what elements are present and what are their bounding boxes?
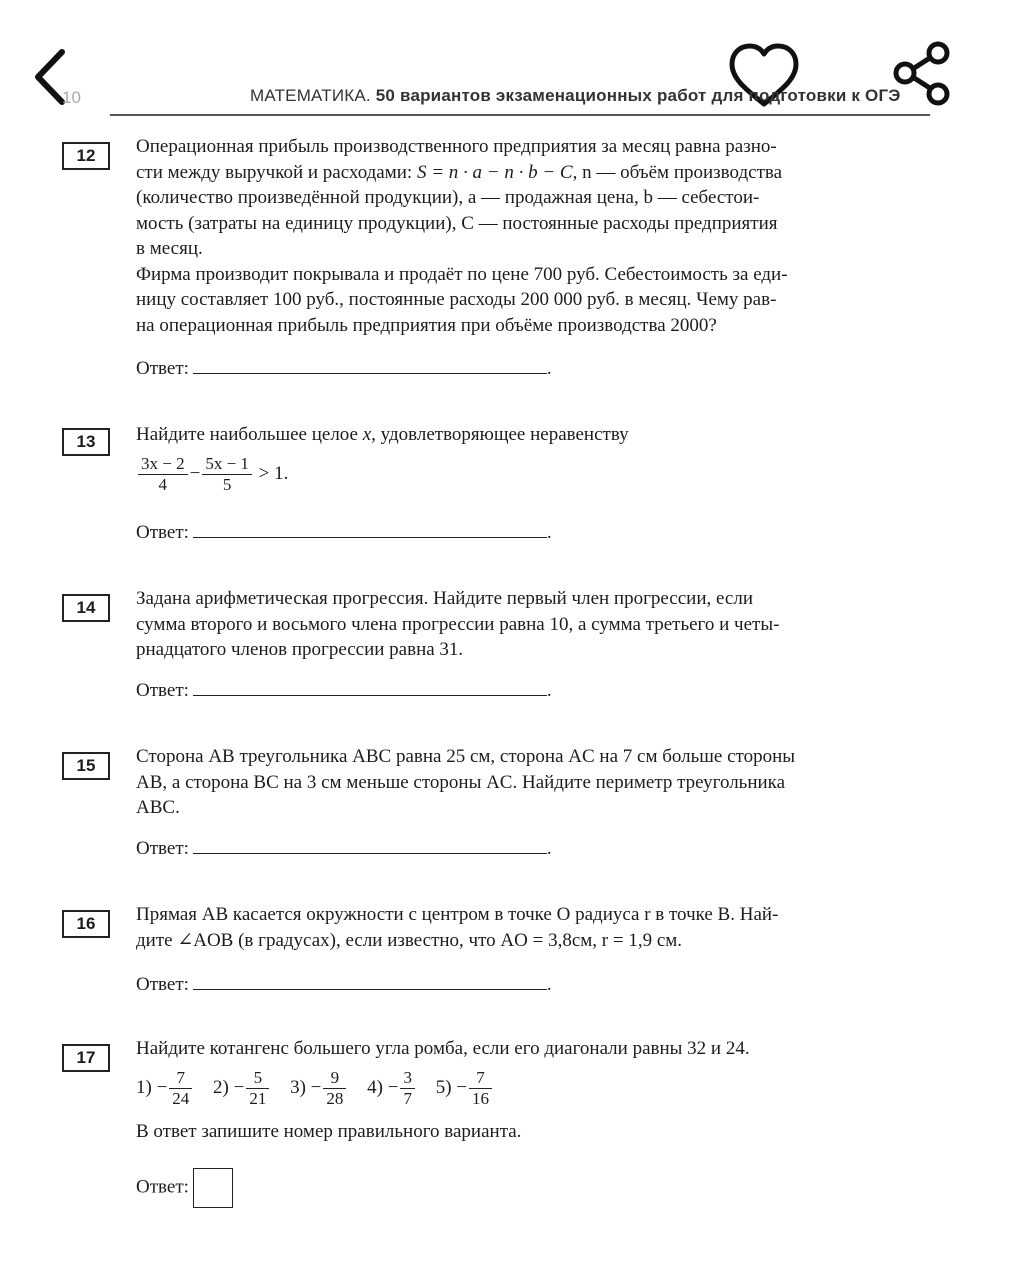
- task-text: Найдите наибольшее целое x, удовлетворяющее неравенству $\frac{3x - 2}{4}$ − $\frac{5x - 1}{5}$ > 1.: [136, 422, 932, 495]
- answer-field-17[interactable]: Ответ:: [136, 1168, 233, 1208]
- option-5: 5) − $\frac{7}{16}$: [436, 1068, 494, 1109]
- fraction-1: $\frac{3x - 2}{4}$: [138, 454, 188, 495]
- task-text: Найдите котангенс большего угла ромба, если его диагонали равны 32 и 24. 1) − $\frac{7}{24}$ 2) − $\frac{5}{21}$ 3) − $\frac{9}{28}$ 4) − $\frac{3}{7}$ 5) − $\frac{7}{16}$ В ответ запишите номер правильного варианта.: [136, 1036, 932, 1144]
- option-3: 3) − $\frac{9}{28}$: [290, 1068, 348, 1109]
- answer-field-13[interactable]: Ответ: .: [136, 522, 552, 543]
- task-number: 17: [62, 1044, 110, 1072]
- answer-line[interactable]: [193, 359, 547, 374]
- task-number: 12: [62, 142, 110, 170]
- task-text: Задана арифметическая прогрессия. Найдите первый член прогрессии, если сумма второго и восьмого члена прогрессии равна 10, а сумма третьего и четы- рнадцатого членов прогрессии равна 31.: [136, 588, 780, 660]
- answer-field-12[interactable]: Ответ: .: [136, 358, 552, 379]
- task-number: 15: [62, 752, 110, 780]
- page-header: [62, 86, 932, 114]
- answer-box[interactable]: [193, 1168, 233, 1208]
- answer-field-14[interactable]: Ответ: .: [136, 680, 552, 701]
- task-text: Операционная прибыль производственного предприятия за месяц равна разно- сти между выручкой и расходами: S = n · a − n · b − C, n — объём производства (количество произведённой продукции), a — продажная цена, b — себестои- мость (затраты на единицу продукции), C — постоянные расходы предприятия в месяц. Фирма производит покрывала и продаёт по цене 700 руб. Себестоимость за еди- ницу составляет 100 руб., постоянные расходы 200 000 руб. в месяц. Чему рав- на операционная прибыль предприятия при объёме производства 2000?: [136, 136, 788, 336]
- task-number: 16: [62, 910, 110, 938]
- task-text: Сторона AB треугольника ABC равна 25 см, сторона AC на 7 см больше стороны AB, а сторона BC на 3 см меньше стороны AC. Найдите периметр треугольника ABC.: [136, 746, 796, 818]
- answer-line[interactable]: [193, 681, 547, 696]
- task-number: 14: [62, 594, 110, 622]
- header-rule: [110, 114, 930, 116]
- fraction-2: $\frac{5x - 1}{5}$: [202, 454, 252, 495]
- answer-field-16[interactable]: Ответ: .: [136, 974, 552, 995]
- app-toolbar: [0, 0, 1026, 140]
- answer-field-15[interactable]: Ответ: .: [136, 838, 552, 859]
- option-4: 4) − $\frac{3}{7}$: [367, 1068, 417, 1109]
- page-number: 10: [62, 88, 81, 107]
- inequality: $\frac{3x - 2}{4}$ − $\frac{5x - 1}{5}$ > 1.: [136, 454, 932, 495]
- task-text: Прямая AB касается окружности с центром в точке O радиуса r в точке B. Най- дите ∠AOB (в градусах), если известно, что AO = 3,8см, r = 1,9 см.: [136, 904, 779, 951]
- answer-line[interactable]: [193, 523, 547, 538]
- option-1: 1) − $\frac{7}{24}$: [136, 1068, 194, 1109]
- task-number: 13: [62, 428, 110, 456]
- answer-line[interactable]: [193, 839, 547, 854]
- answer-options: [136, 1068, 932, 1109]
- option-2: 2) − $\frac{5}{21}$: [213, 1068, 271, 1109]
- profit-formula: S = n · a − n · b − C: [416, 161, 573, 183]
- answer-line[interactable]: [193, 975, 547, 990]
- running-title: МАТЕМАТИКА. 50 вариантов экзаменационных работ для подготовки к ОГЭ: [250, 86, 901, 105]
